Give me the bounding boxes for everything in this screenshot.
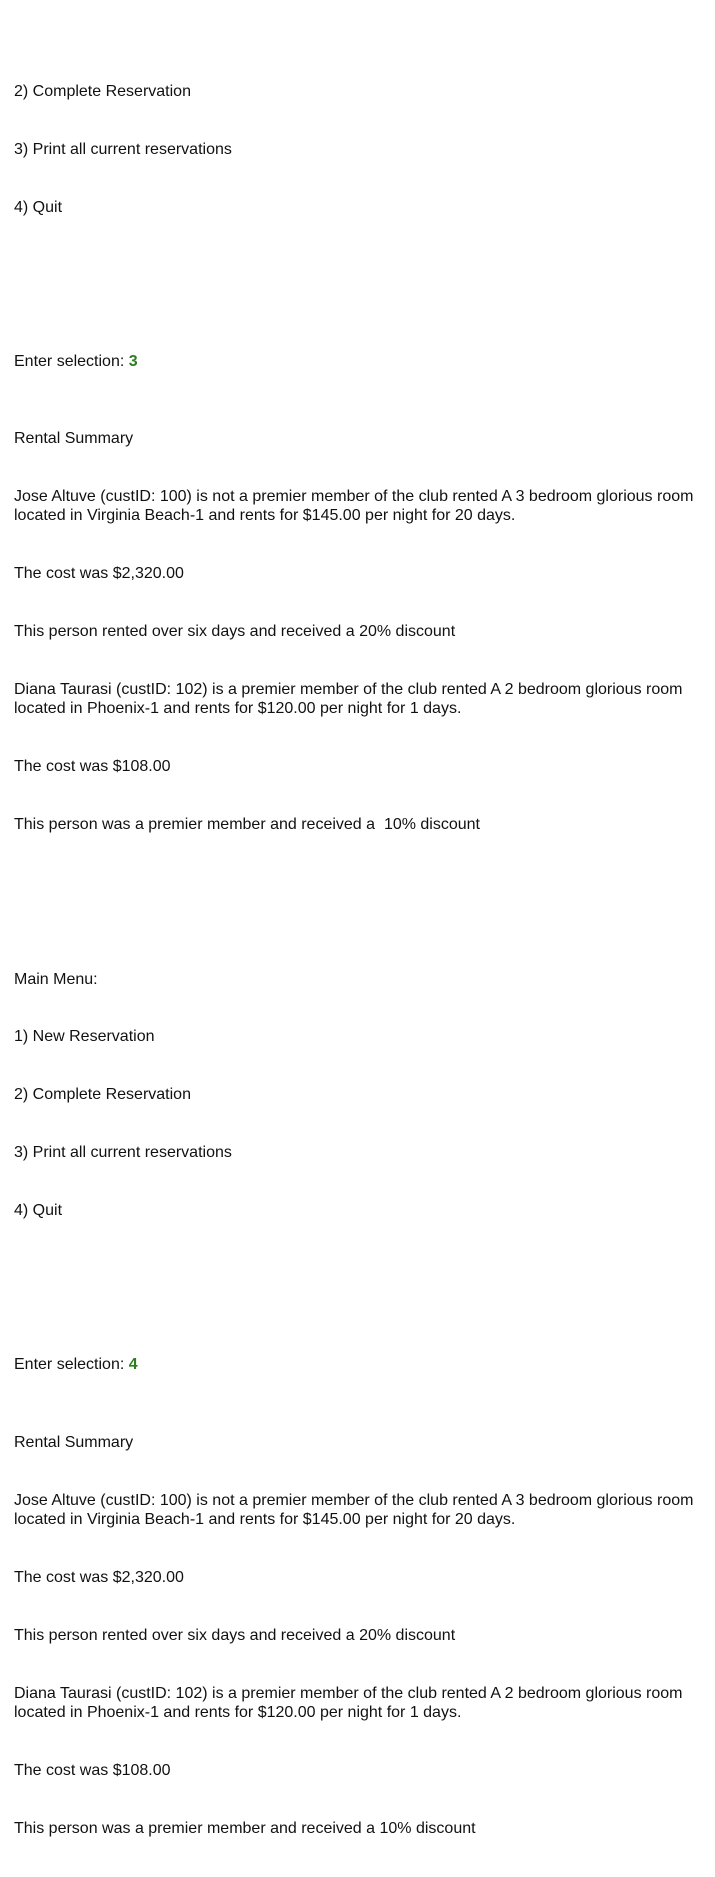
blank-line: [14, 892, 714, 911]
selection-line: [14, 1355, 714, 1374]
rental-summary-heading: Rental Summary: [14, 430, 134, 448]
blank-line: [14, 275, 714, 294]
menu-option-print-reservations: 3) Print all current reservations: [14, 140, 232, 158]
menu-option-quit: 4) Quit: [14, 198, 63, 216]
selection-input-value: 3: [128, 353, 138, 371]
rental-summary-heading: Rental Summary: [14, 1433, 134, 1451]
blank-line: [14, 1278, 714, 1297]
reservation-cost: The cost was $108.00: [14, 758, 171, 776]
reservation-discount: This person was a premier member and received a 10% discount: [14, 1819, 476, 1837]
reservation-discount: This person rented over six days and received a 20% discount: [14, 623, 456, 641]
reservation-cost: The cost was $2,320.00: [14, 565, 184, 583]
console-output: [14, 24, 714, 1877]
reservation-description: Jose Altuve (custID: 100) is not a premier member of the club rented A 3 bedroom glorious room located in Virginia Beach-1 and rents for $145.00 per night for 20 days.: [14, 1491, 698, 1528]
reservation-cost: The cost was $2,320.00: [14, 1568, 184, 1586]
menu-option-quit: 4) Quit: [14, 1202, 63, 1220]
main-menu-heading: Main Menu:: [14, 970, 98, 988]
selection-line: [14, 352, 714, 371]
reservation-discount: This person was a premier member and received a 10% discount: [14, 816, 480, 834]
reservation-cost: The cost was $108.00: [14, 1761, 171, 1779]
menu-option-complete-reservation: 2) Complete Reservation: [14, 82, 191, 100]
menu-option-new-reservation: 1) New Reservation: [14, 1028, 155, 1046]
reservation-description: Jose Altuve (custID: 100) is not a premier member of the club rented A 3 bedroom glorious room located in Virginia Beach-1 and rents for $145.00 per night for 20 days.: [14, 488, 698, 525]
reservation-description: Diana Taurasi (custID: 102) is a premier member of the club rented A 2 bedroom glorious room located in Phoenix-1 and rents for $120.00 per night for 1 days.: [14, 1684, 687, 1721]
selection-input-value: 4: [128, 1356, 138, 1374]
menu-option-complete-reservation: 2) Complete Reservation: [14, 1086, 191, 1104]
reservation-description: Diana Taurasi (custID: 102) is a premier member of the club rented A 2 bedroom glorious room located in Phoenix-1 and rents for $120.00 per night for 1 days.: [14, 681, 687, 718]
selection-prompt: Enter selection:: [14, 353, 129, 371]
selection-prompt: Enter selection:: [14, 1356, 129, 1374]
menu-option-print-reservations: 3) Print all current reservations: [14, 1144, 232, 1162]
reservation-discount: This person rented over six days and received a 20% discount: [14, 1626, 456, 1644]
